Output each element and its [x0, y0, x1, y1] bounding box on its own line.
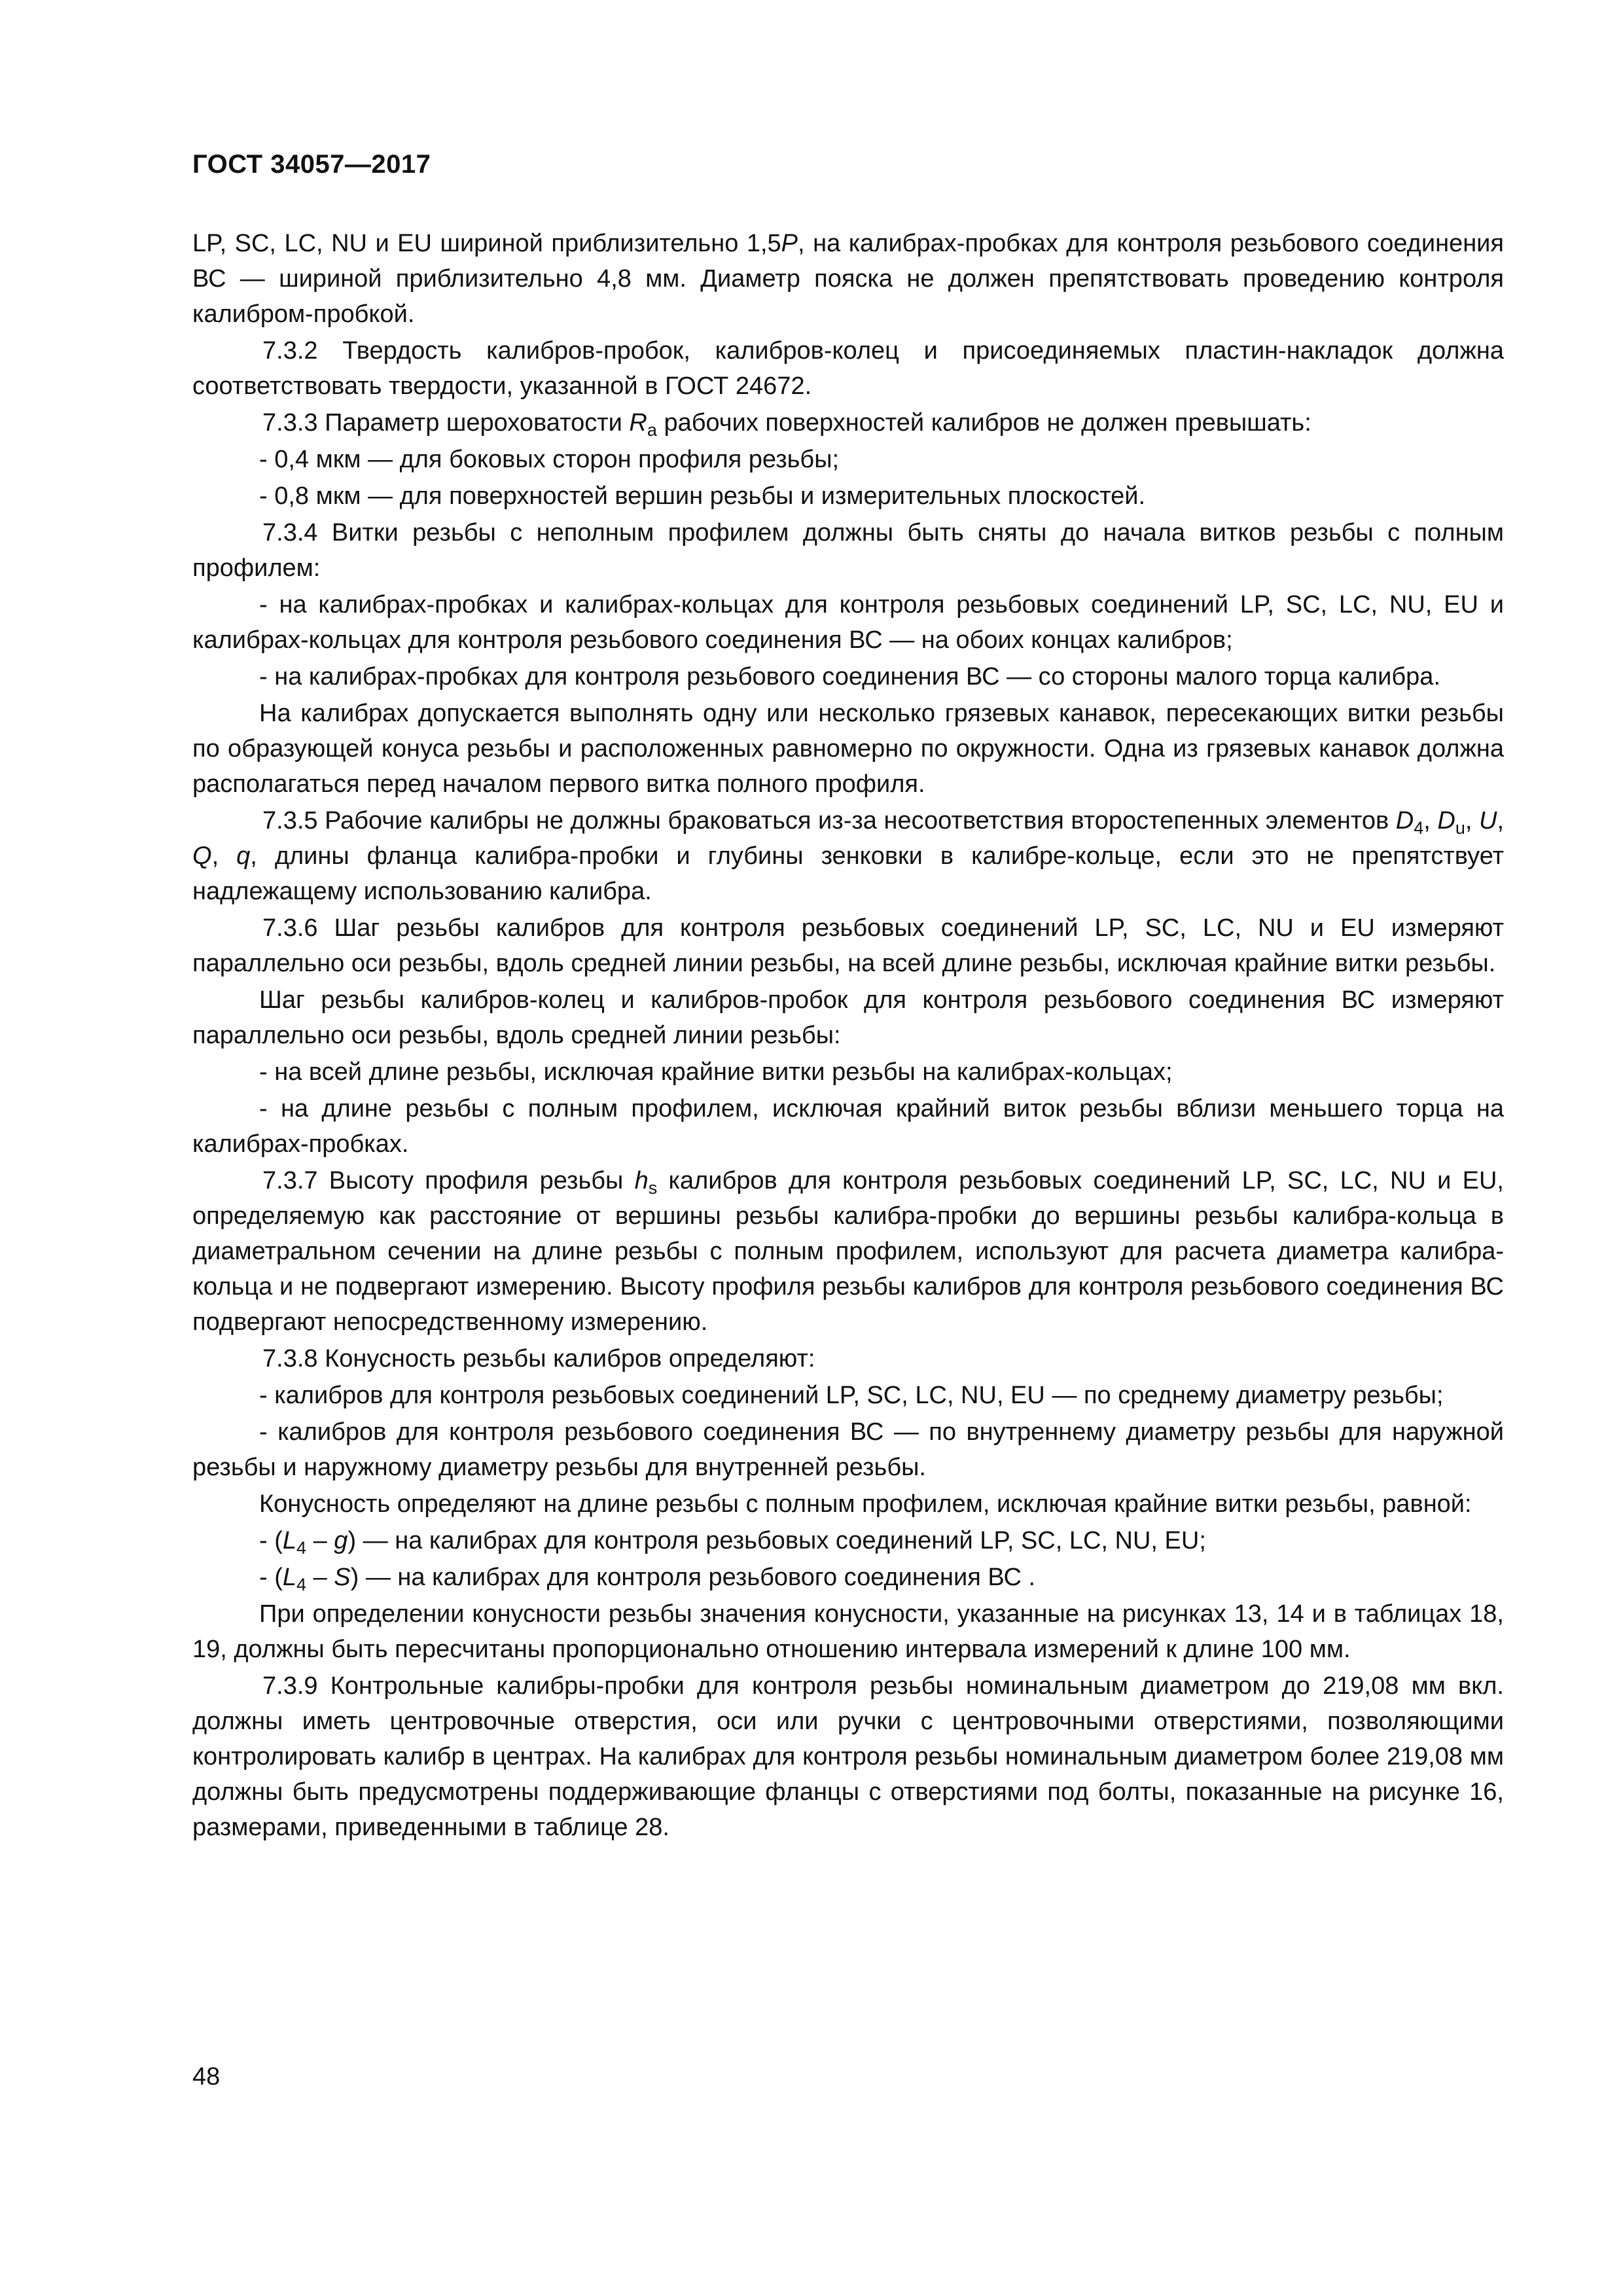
list-item: - калибров для контроля резьбового соединения ВС — по внутреннему диаметру резьбы для наружной резьбы и наружному диаметру резьбы для внутренней резьбы.: [192, 1418, 1504, 1481]
document-header: ГОСТ 34057—2017: [192, 150, 431, 179]
paragraph-7-3-5: 7.3.5 Рабочие калибры не должны браковаться из-за несоответствия второстепенных элементов $D_4$, $D_u$, U, Q, q, длины фланца калибра-пробки и глубины зенковки в калибре-кольце, если это не препятствует надлежащему использованию калибра.: [192, 807, 1504, 905]
paragraph-taper-recalc: При определении конусности резьбы значения конусности, указанные на рисунках 13, 14 и в таблицах 18, 19, должны быть пересчитаны пропорционально отношению интервала измерений к длине 100 мм.: [192, 1600, 1504, 1663]
list-item: - на калибрах-пробках и калибрах-кольцах для контроля резьбовых соединений LP, SC, LC, NU, EU и калибрах-кольцах для контроля резьбового соединения ВС — на обоих концах калибров;: [192, 591, 1504, 654]
document-body: [192, 226, 1504, 1846]
paragraph-7-3-4: 7.3.4 Витки резьбы с неполным профилем должны быть сняты до начала витков резьбы с полным профилем:: [192, 519, 1504, 582]
paragraph-continuation: LP, SC, LC, NU и EU шириной приблизительно 1,5P, на калибрах-пробках для контроля резьбового соединения ВС — шириной приблизительно 4,8 мм. Диаметр пояска не должен препятствовать проведению контроля калибром-пробкой.: [192, 230, 1504, 328]
list-item: - 0,8 мкм — для поверхностей вершин резьбы и измерительных плоскостей.: [259, 482, 1146, 510]
list-item: - $(L_4 - g)$ — на калибрах для контроля резьбовых соединений LP, SC, LC, NU, EU;: [259, 1527, 1206, 1558]
list-item: - 0,4 мкм — для боковых сторон профиля резьбы;: [259, 446, 840, 473]
page-number: 48: [192, 2063, 221, 2090]
paragraph-dirt-grooves: На калибрах допускается выполнять одну или несколько грязевых канавок, пересекающих витки резьбы по образующей конуса резьбы и расположенных равномерно по окружности. Одна из грязевых канавок должна располагаться перед началом первого витка полного профиля.: [192, 700, 1504, 798]
paragraph-7-3-7: 7.3.7 Высоту профиля резьбы $h_s$ калибров для контроля резьбовых соединений LP, SC, LC, NU и EU, определяемую как расстояние от вершины резьбы калибра-пробки до вершины резьбы калибра-кольца в диаметральном сечении на длине резьбы с полным профилем, используют для расчета диаметра калибра-кольца и не подвергают измерению. Высоту профиля резьбы калибров для контроля резьбового соединения ВС подвергают непосредственному измерению.: [192, 1167, 1504, 1336]
paragraph-7-3-9: 7.3.9 Контрольные калибры-пробки для контроля резьбы номинальным диаметром до 219,08 мм вкл. должны иметь центровочные отверстия, оси или ручки с центровочными отверстиями, позволяющими контролировать калибр в центрах. На калибрах для контроля резьбы номинальным диаметром более 219,08 мм должны быть предусмотрены поддерживающие фланцы с отверстиями под болты, показанные на рисунке 16, размерами, приведенными в таблице 28.: [192, 1672, 1504, 1841]
list-item: - на калибрах-пробках для контроля резьбового соединения ВС — со стороны малого торца калибра.: [259, 663, 1440, 691]
list-item: - на всей длине резьбы, исключая крайние витки резьбы на калибрах-кольцах;: [259, 1058, 1173, 1086]
paragraph-7-3-2: 7.3.2 Твердость калибров-пробок, калибров-колец и присоединяемых пластин-накладок должна соответствовать твердости, указанной в ГОСТ 24672.: [192, 337, 1504, 400]
list-item: - калибров для контроля резьбовых соединений LP, SC, LC, NU, EU — по среднему диаметру резьбы;: [259, 1382, 1444, 1409]
paragraph-taper-length: Конусность определяют на длине резьбы с полным профилем, исключая крайние витки резьбы, равной:: [259, 1490, 1472, 1518]
paragraph-7-3-8: 7.3.8 Конусность резьбы калибров определяют:: [262, 1345, 815, 1372]
paragraph-7-3-6: 7.3.6 Шаг резьбы калибров для контроля резьбовых соединений LP, SC, LC, NU и EU измеряют параллельно оси резьбы, вдоль средней линии резьбы, на всей длине резьбы, исключая крайние витки резьбы.: [192, 914, 1504, 977]
list-item: - $(L_4 - S)$ — на калибрах для контроля резьбового соединения ВС .: [259, 1564, 1036, 1594]
list-item: - на длине резьбы с полным профилем, исключая крайний виток резьбы вблизи меньшего торца на калибрах-пробках.: [192, 1095, 1504, 1158]
paragraph-pitch-bc: Шаг резьбы калибров-колец и калибров-пробок для контроля резьбового соединения ВС измеряют параллельно оси резьбы, вдоль средней линии резьбы:: [192, 986, 1504, 1049]
paragraph-7-3-3: 7.3.3 Параметр шероховатости $R_a$ рабочих поверхностей калибров не должен превышать:: [262, 409, 1311, 440]
